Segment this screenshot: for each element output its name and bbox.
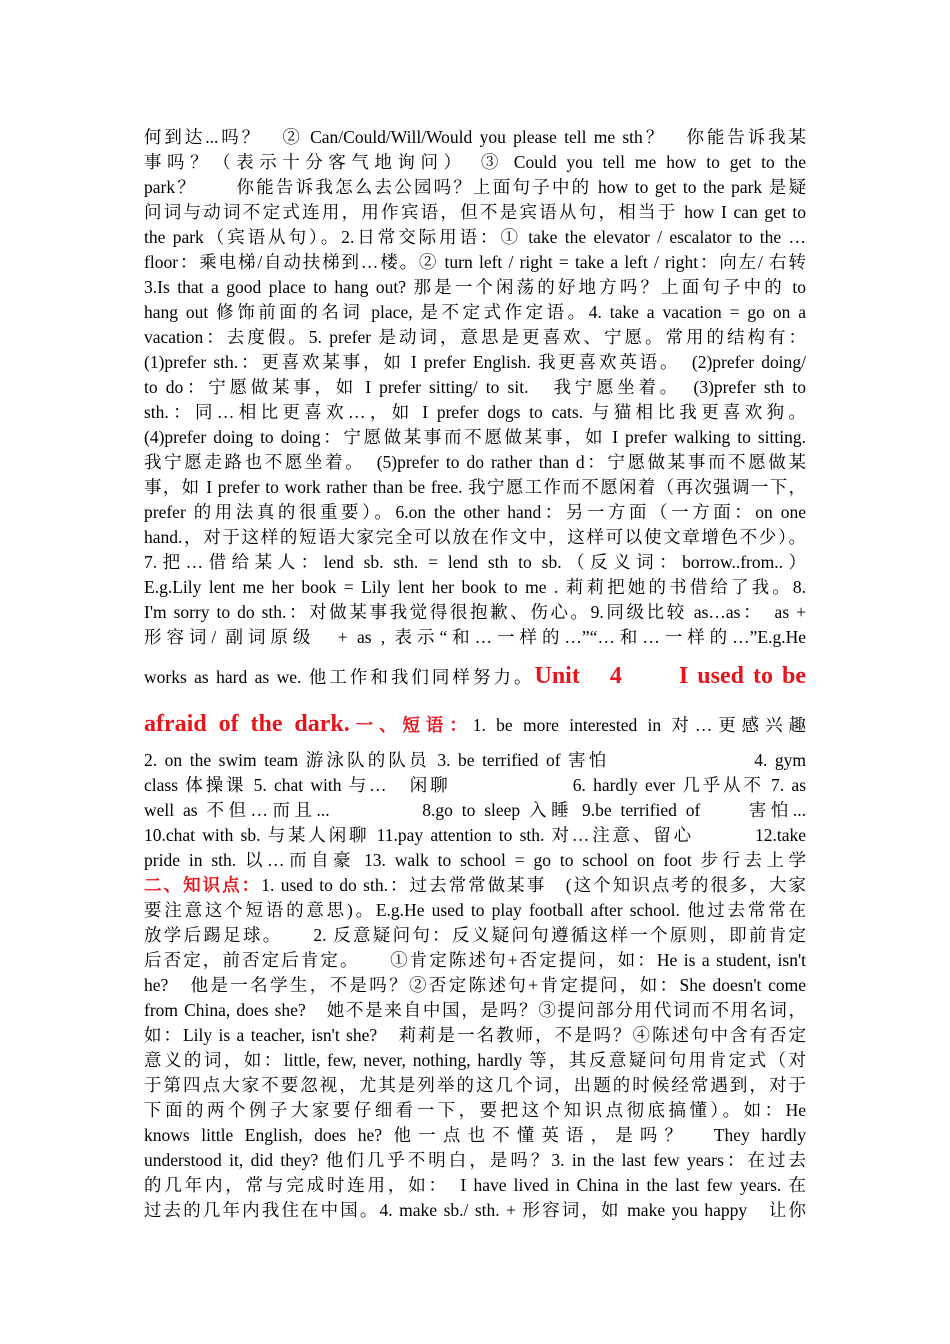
- section-line: [144, 874, 806, 896]
- text-line: the park（宾语从句）。2.日常交际用语：① take the elevator / escalator to the …: [144, 227, 806, 247]
- unit-title-continued: afraid of the dark.: [144, 711, 350, 737]
- section-heading-phrases: 一、短语：: [349, 715, 473, 735]
- text-line: to do：宁愿做某事，如 I prefer sitting/ to sit. 我宁愿坐着。 (3)prefer sth to: [144, 377, 806, 397]
- text-line: (1)prefer sth.：更喜欢某事，如 I prefer English. 我更喜欢英语。 (2)prefer doing/: [144, 352, 806, 372]
- text-line: 如：Lily is a teacher, isn't she? 莉莉是一名教师，不是吗？④陈述句中含有否定: [144, 1025, 806, 1045]
- phrase-line: well as 不但…而且... 8.go to sleep 入睡 9.be terrified of 害怕...: [144, 800, 806, 820]
- text-line: 后否定，前否定后肯定。 ①肯定陈述句+否定提问，如：He is a student, isn't: [144, 950, 806, 970]
- text-line: 事吗？（表示十分客气地询问） ③ Could you tell me how to get to the: [144, 152, 806, 172]
- phrase-line: class 体操课 5. chat with 与… 闲聊 6. hardly ever 几乎从不 7. as: [144, 775, 806, 795]
- text-line: 要注意这个短语的意思)。E.g.He used to play football after school. 他过去常常在: [144, 900, 806, 920]
- phrase-line: 10.chat with sb. 与某人闲聊 11.pay attention to sth. 对…注意、留心 12.take: [144, 825, 806, 845]
- text-run: 1. be more interested in 对…更感兴趣: [472, 715, 807, 735]
- text-line: hang out 修饰前面的名词 place, 是不定式作定语。4. take a vacation = go on a: [144, 302, 806, 322]
- unit-heading-line: [144, 704, 806, 744]
- text-line: park？ 你能告诉我怎么去公园吗？上面句子中的 how to get to the park 是疑: [144, 177, 806, 197]
- phrase-line: pride in sth. 以…而自豪 13. walk to school = go to school on foot 步行去上学: [144, 850, 806, 870]
- text-line: 过去的几年内我住在中国。4. make sb./ sth. + 形容词，如 make you happy 让你: [144, 1200, 806, 1220]
- text-line: (4)prefer doing to doing：宁愿做某事而不愿做某事，如 I prefer walking to sitting.: [144, 427, 806, 447]
- text-line: 3.Is that a good place to hang out? 那是一个闲荡的好地方吗？上面句子中的 to: [144, 277, 806, 297]
- text-line: knows little English, does he? 他一点也不懂英语，是吗？ They hardly: [144, 1125, 806, 1145]
- text-line: E.g.Lily lent me her book = Lily lent her book to me . 莉莉把她的书借给了我。8.: [144, 577, 806, 597]
- text-line: he? 他是一名学生，不是吗？②否定陈述句+肯定提问，如：She doesn't come: [144, 975, 806, 995]
- section-heading-knowledge: 二、知识点：: [144, 875, 262, 895]
- text-line: 何到达...吗？ ② Can/Could/Will/Would you please tell me sth？ 你能告诉我某: [144, 127, 806, 147]
- unit-heading-line: [144, 656, 806, 696]
- text-line: 形容词/ 副词原级 + as , 表示“和…一样的…”“…和…一样的…”E.g.He: [144, 627, 806, 647]
- text-run: 1. used to do sth.：过去常常做某事 (这个知识点考的很多，大家: [261, 875, 806, 895]
- text-line: hand.，对于这样的短语大家完全可以放在作文中，这样可以使文章增色不少）。: [144, 527, 806, 547]
- text-line: sth.：同…相比更喜欢…，如 I prefer dogs to cats. 与猫相比我更喜欢狗。: [144, 402, 806, 422]
- text-line: 问词与动词不定式连用，用作宾语，但不是宾语从句，相当于 how I can get to: [144, 202, 806, 222]
- text-line: 我宁愿走路也不愿坐着。 (5)prefer to do rather than d：宁愿做某事而不愿做某: [144, 452, 806, 472]
- text-line: 下面的两个例子大家要仔细看一下，要把这个知识点彻底搞懂）。如：He: [144, 1100, 806, 1120]
- text-line: I'm sorry to do sth.：对做某事我觉得很抱歉、伤心。9.同级比较 as…as： as +: [144, 602, 806, 622]
- text-line: vacation：去度假。5. prefer 是动词，意思是更喜欢、宁愿。常用的结构有：: [144, 327, 806, 347]
- unit-title: Unit 4 I used to be: [534, 663, 806, 689]
- text-line: 于第四点大家不要忽视，尤其是列举的这几个词，出题的时候经常遇到，对于: [144, 1075, 806, 1095]
- text-line: from China, does she? 她不是来自中国，是吗？③提问部分用代词而不用名词，: [144, 1000, 806, 1020]
- text-line: 的几年内，常与完成时连用，如： I have lived in China in the last few years. 在: [144, 1175, 806, 1195]
- text-line: 意义的词，如：little, few, never, nothing, hardly 等，其反意疑问句用肯定式（对: [144, 1050, 806, 1070]
- text-line: understood it, did they? 他们几乎不明白，是吗？3. in the last few years：在过去: [144, 1150, 806, 1170]
- phrase-line: 2. on the swim team 游泳队的队员 3. be terrified of 害怕 4. gym: [144, 750, 806, 770]
- text-line: prefer 的用法真的很重要）。6.on the other hand：另一方面（一方面：on one: [144, 502, 806, 522]
- text-line: 事，如 I prefer to work rather than be free. 我宁愿工作而不愿闲着（再次强调一下，: [144, 477, 806, 497]
- text-line: 放学后踢足球。 2. 反意疑问句：反义疑问句遵循这样一个原则，即前肯定: [144, 925, 806, 945]
- text-line: floor：乘电梯/自动扶梯到…楼。② turn left / right = take a left / right：向左/ 右转: [144, 252, 806, 272]
- text-line: 7.把…借给某人：lend sb. sth. = lend sth to sb.（反义词：borrow..from..）: [144, 552, 806, 572]
- text-run: works as hard as we. 他工作和我们同样努力。: [144, 667, 535, 687]
